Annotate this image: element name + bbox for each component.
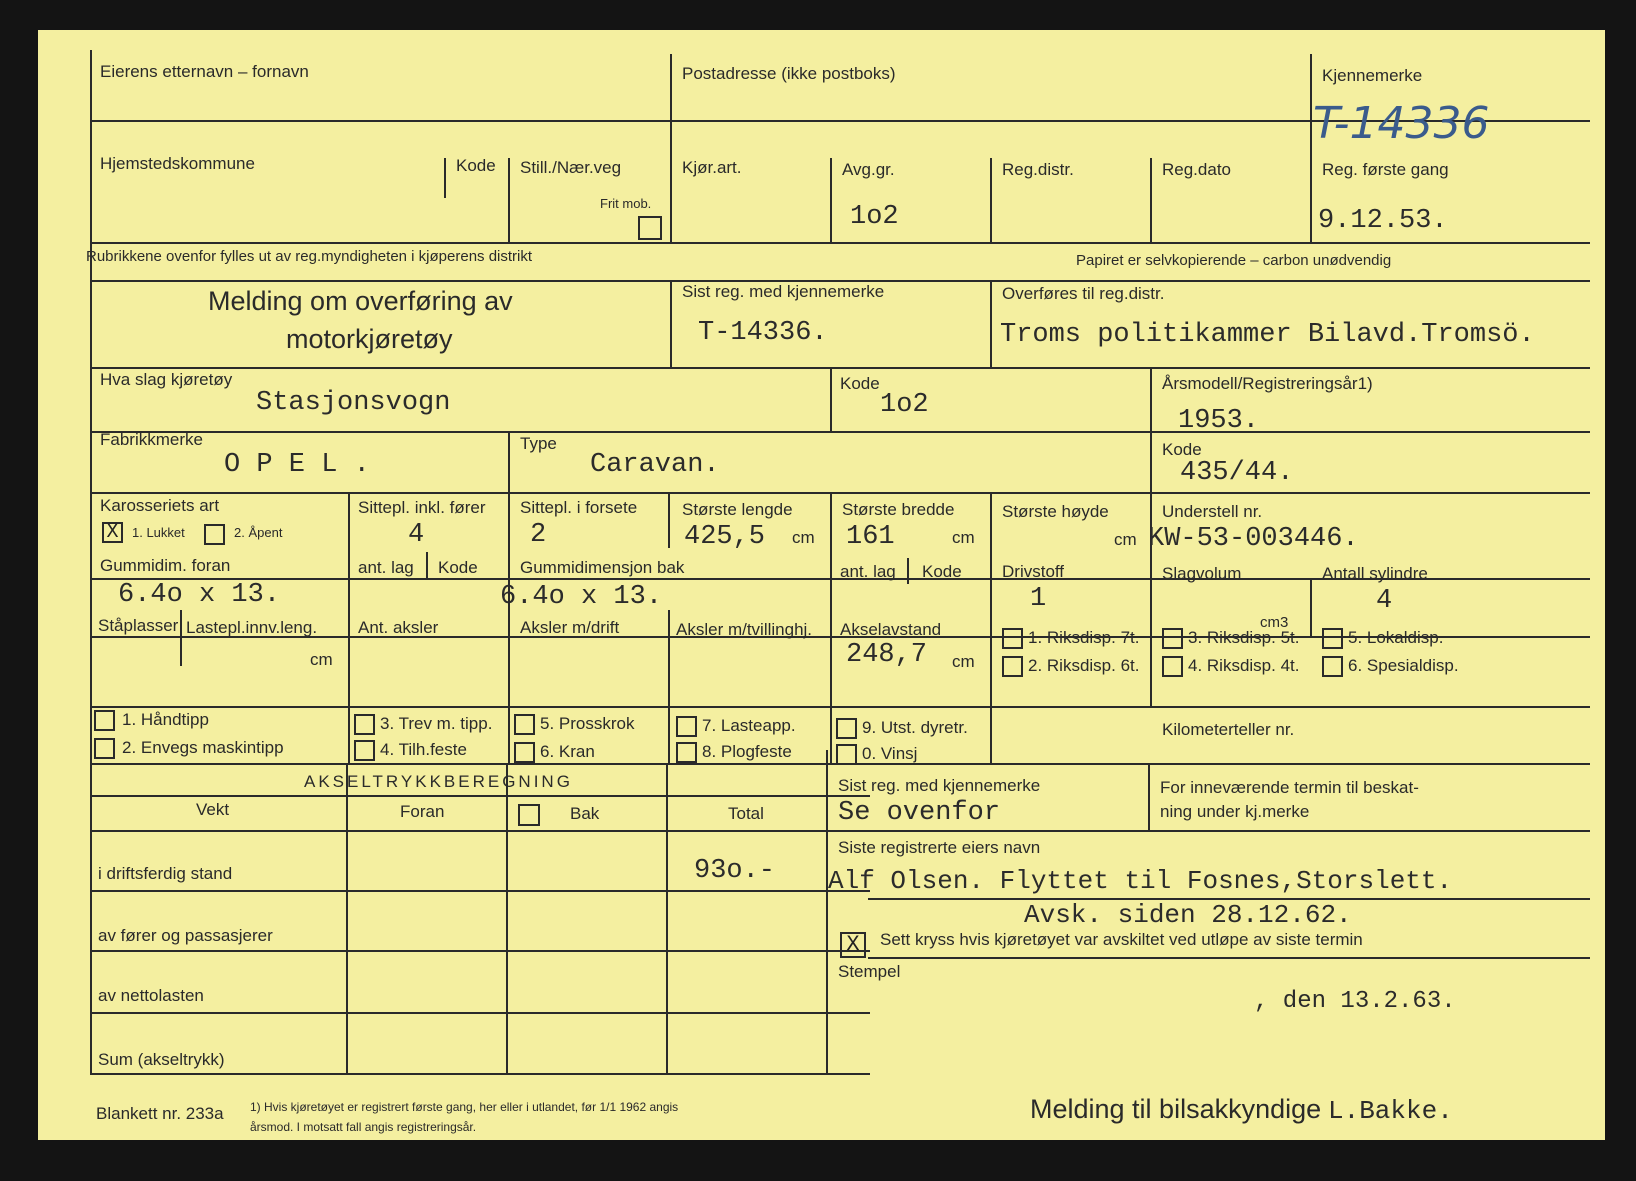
lastepl-unit: cm <box>310 650 333 669</box>
akseltrykk-heading: AKSELTRYKKBEREGNING <box>304 772 573 791</box>
lasteapp-checkbox[interactable] <box>676 716 697 737</box>
avggr-value: 1o2 <box>850 202 899 232</box>
row-nettolast: av nettolasten <box>98 986 204 1005</box>
arsmodell-value: 1953. <box>1178 406 1260 436</box>
drivstoff-value: 1 <box>1030 584 1047 614</box>
sylindre-value: 4 <box>1376 586 1393 616</box>
riks5-checkbox[interactable] <box>1162 628 1183 649</box>
kryss-label: Sett kryss hvis kjøretøyet var avskiltet ved utløpe av siste termin <box>880 930 1363 949</box>
rule <box>1150 367 1152 492</box>
blankett-label: Blankett nr. 233a <box>96 1104 224 1123</box>
rule <box>907 558 909 584</box>
forsete-value: 2 <box>530 520 547 550</box>
fabrikk-label: Fabrikkmerke <box>100 430 203 449</box>
understell-value: KW-53-003446. <box>1148 524 1359 554</box>
tilh-checkbox[interactable] <box>354 740 375 761</box>
lr-sist-reg-value: Se ovenfor <box>838 798 1001 828</box>
akselavstand-value: 248,7 <box>846 640 928 670</box>
kran-label: 6. Kran <box>540 742 595 761</box>
bredde-label: Største bredde <box>842 500 955 519</box>
kode-foran-label: Kode <box>438 558 478 577</box>
hoyde-unit: cm <box>1114 530 1137 549</box>
gummi-bak-value: 6.4o x 13. <box>500 582 663 612</box>
rule <box>426 552 428 580</box>
sylindre-label: Antall sylindre <box>1322 564 1428 583</box>
regdistr-label: Reg.distr. <box>1002 160 1074 179</box>
envegs-label: 2. Envegs maskintipp <box>122 738 284 757</box>
regforste-value: 9.12.53. <box>1318 206 1448 236</box>
prosskrok-label: 5. Prosskrok <box>540 714 635 733</box>
apent-label: 2. Åpent <box>234 525 283 540</box>
envegs-checkbox[interactable] <box>94 738 115 759</box>
kode-label: Kode <box>456 156 496 175</box>
staplasser-label: Ståplasser <box>98 616 179 635</box>
utst-checkbox[interactable] <box>836 718 857 739</box>
rule <box>508 431 510 492</box>
sist-reg-value: T-14336. <box>698 318 828 348</box>
rule <box>346 765 348 1075</box>
riks4-checkbox[interactable] <box>1162 656 1183 677</box>
karosseri-label: Karosseriets art <box>100 496 220 515</box>
avggr-label: Avg.gr. <box>842 160 895 179</box>
typekode-label: Kode <box>1162 440 1202 459</box>
rule <box>90 795 870 797</box>
understell-label: Understell nr. <box>1162 502 1263 521</box>
arsmodell-label: Årsmodell/Registreringsår1) <box>1162 374 1373 393</box>
akselavstand-label: Akselavstand <box>840 620 942 639</box>
col-bak: Bak <box>570 804 600 823</box>
footnote-line1: 1) Hvis kjøretøyet er registrert første gang, her eller i utlandet, før 1/1 1962 angis <box>250 1100 679 1114</box>
tilh-label: 4. Tilh.feste <box>380 740 467 759</box>
bredde-unit: cm <box>952 528 975 547</box>
fabrikk-value: O P E L . <box>224 450 370 480</box>
rule <box>868 830 1590 832</box>
overfores-value: Troms politikammer Bilavd.Tromsö. <box>1000 320 1535 350</box>
rule <box>830 492 832 764</box>
regdato-label: Reg.dato <box>1162 160 1231 179</box>
row-sum: Sum (akseltrykk) <box>98 1050 225 1069</box>
handtipp-label: 1. Håndtipp <box>122 710 209 729</box>
rule <box>666 765 668 1075</box>
rule <box>670 282 672 367</box>
kjennemerke-value: T-14336 <box>1313 98 1490 149</box>
lokal-checkbox[interactable] <box>1322 628 1343 649</box>
rule <box>670 54 672 244</box>
plogfeste-checkbox[interactable] <box>676 742 697 763</box>
rule <box>1310 54 1312 244</box>
owner-label: Eierens etternavn – fornavn <box>100 62 309 81</box>
papir-note: Papiret er selvkopierende – carbon unødvendig <box>1076 252 1392 269</box>
rule <box>826 750 828 1075</box>
footnote-line2: årsmod. I motsatt fall angis registreringsår. <box>250 1120 477 1134</box>
antlag-bak-label: ant. lag <box>840 562 896 581</box>
drivstoff-label: Drivstoff <box>1002 562 1065 581</box>
riks6-label: 2. Riksdisp. 6t. <box>1028 656 1140 675</box>
avsk-value: Avsk. siden 28.12.62. <box>1024 900 1352 930</box>
rule <box>90 950 870 952</box>
rule <box>868 957 1590 959</box>
trev-label: 3. Trev m. tipp. <box>380 714 493 733</box>
rule <box>990 282 992 367</box>
rule <box>506 765 508 1075</box>
type-value: Caravan. <box>590 450 720 480</box>
akselavstand-unit: cm <box>952 652 975 671</box>
rule <box>348 610 350 764</box>
gummi-foran-label: Gummidim. foran <box>100 556 231 575</box>
spesial-checkbox[interactable] <box>1322 656 1343 677</box>
siste-eier-label: Siste registrerte eiers navn <box>838 838 1041 857</box>
kilometer-label: Kilometerteller nr. <box>1162 720 1295 739</box>
vinsj-checkbox[interactable] <box>836 744 857 765</box>
siste-eier-value: Alf Olsen. Flyttet til Fosnes,Storslett. <box>828 866 1453 896</box>
rule <box>830 367 832 431</box>
vehicle-kode-value: 1o2 <box>880 390 929 420</box>
lukket-checkbox[interactable]: X <box>102 522 123 543</box>
still-label: Still./Nær.veg <box>520 158 622 177</box>
slagvolum-unit: cm3 <box>1260 614 1289 631</box>
riks4-label: 4. Riksdisp. 4t. <box>1188 656 1300 675</box>
rule <box>90 890 870 892</box>
kjennemerke-label: Kjennemerke <box>1322 66 1423 85</box>
riks7-label: 1. Riksdisp. 7t. <box>1028 628 1140 647</box>
ant-aksler-label: Ant. aksler <box>358 618 439 637</box>
prosskrok-checkbox[interactable] <box>514 714 535 735</box>
rule <box>90 1073 870 1075</box>
postadresse-label: Postadresse (ikke postboks) <box>682 64 896 83</box>
innevarende-line2: ning under kj.merke <box>1160 802 1310 821</box>
rule <box>180 610 182 666</box>
signature: L.Bakke. <box>1328 1096 1453 1126</box>
innevarende-line1: For inneværende termin til beskat- <box>1160 778 1419 797</box>
lokal-label: 5. Lokaldisp. <box>1348 628 1444 647</box>
stempel-label: Stempel <box>838 962 901 981</box>
lukket-label: 1. Lukket <box>132 525 185 540</box>
forsete-label: Sittepl. i forsete <box>520 498 638 517</box>
rule <box>508 158 510 242</box>
row-driftsferdig: i driftsferdig stand <box>98 864 233 883</box>
riks6-checkbox[interactable] <box>1002 656 1023 677</box>
hjemsted-label: Hjemstedskommune <box>100 154 255 173</box>
col-foran: Foran <box>400 802 445 821</box>
rule <box>668 492 670 548</box>
lengde-unit: cm <box>792 528 815 547</box>
kjorart-label: Kjør.art. <box>682 158 742 177</box>
slag-value: Stasjonsvogn <box>256 388 451 418</box>
rule <box>90 492 1590 494</box>
vinsj-label: 0. Vinsj <box>862 744 918 763</box>
gummi-foran-value: 6.4o x 13. <box>118 580 281 610</box>
form-title-line1: Melding om overføring av <box>208 286 513 316</box>
melding-label: Melding til bilsakkyndige <box>1030 1094 1322 1124</box>
regforste-label: Reg. første gang <box>1322 160 1449 179</box>
fritmob-checkbox[interactable] <box>638 216 662 240</box>
form-title-line2: motorkjøretøy <box>286 324 453 354</box>
rule <box>1310 578 1312 636</box>
registration-card <box>38 30 1605 1140</box>
drift-label: Aksler m/drift <box>520 618 620 637</box>
tvilling-label: Aksler m/tvillinghj. <box>676 620 813 639</box>
utst-label: 9. Utst. dyretr. <box>862 718 968 737</box>
rubrikk-note: Rubrikkene ovenfor fylles ut av reg.myndigheten i kjøperens distrikt <box>86 248 533 265</box>
typekode-value: 435/44. <box>1180 458 1294 488</box>
fritmob-label: Frit mob. <box>600 196 652 211</box>
rule <box>1148 765 1150 830</box>
rule <box>668 610 670 764</box>
kryss-checkbox[interactable]: X <box>840 932 866 958</box>
rule <box>90 1012 870 1014</box>
lastepl-label: Lastepl.innv.leng. <box>186 618 318 637</box>
rule <box>444 158 446 198</box>
rule <box>90 242 1590 244</box>
riks5-label: 3. Riksdisp. 5t. <box>1188 628 1300 647</box>
rule <box>830 158 832 242</box>
col-total: Total <box>728 804 764 823</box>
vehicle-kode-label: Kode <box>840 374 880 393</box>
row-driftsferdig-total: 93o.- <box>694 856 776 886</box>
spesial-label: 6. Spesialdisp. <box>1348 656 1459 675</box>
hoyde-label: Største høyde <box>1002 502 1109 521</box>
antlag-label: ant. lag <box>358 558 414 577</box>
kran-checkbox[interactable] <box>514 742 535 763</box>
gummi-bak-label: Gummidimensjon bak <box>520 558 685 577</box>
sitte-value: 4 <box>408 520 425 550</box>
lengde-label: Største lengde <box>682 500 793 519</box>
col-vekt: Vekt <box>196 800 230 819</box>
slagvolum-label: Slagvolum <box>1162 564 1242 583</box>
rule <box>90 706 1590 708</box>
kode-bak-label: Kode <box>922 562 962 581</box>
rule <box>90 830 870 832</box>
plogfeste-label: 8. Plogfeste <box>702 742 792 761</box>
trev-checkbox[interactable] <box>354 714 375 735</box>
row-forer: av fører og passasjerer <box>98 926 273 945</box>
apent-checkbox[interactable] <box>204 524 225 545</box>
bak-checkbox[interactable] <box>518 804 540 826</box>
rule <box>90 367 1590 369</box>
rule <box>90 431 1590 433</box>
rule <box>990 158 992 242</box>
lengde-value: 425,5 <box>684 522 766 552</box>
rule <box>1150 158 1152 242</box>
sitte-label: Sittepl. inkl. fører <box>358 498 486 517</box>
lasteapp-label: 7. Lasteapp. <box>702 716 796 735</box>
sist-reg-label: Sist reg. med kjennemerke <box>682 282 885 301</box>
rule <box>508 492 510 764</box>
riks7-checkbox[interactable] <box>1002 628 1023 649</box>
rule <box>90 50 92 1075</box>
overfores-label: Overføres til reg.distr. <box>1002 284 1165 303</box>
handtipp-checkbox[interactable] <box>94 710 115 731</box>
slag-label: Hva slag kjøretøy <box>100 370 233 389</box>
lr-sist-reg-label: Sist reg. med kjennemerke <box>838 776 1041 795</box>
date-value: , den 13.2.63. <box>1254 988 1456 1015</box>
type-label: Type <box>520 434 557 453</box>
bredde-value: 161 <box>846 522 895 552</box>
rule <box>990 670 992 764</box>
